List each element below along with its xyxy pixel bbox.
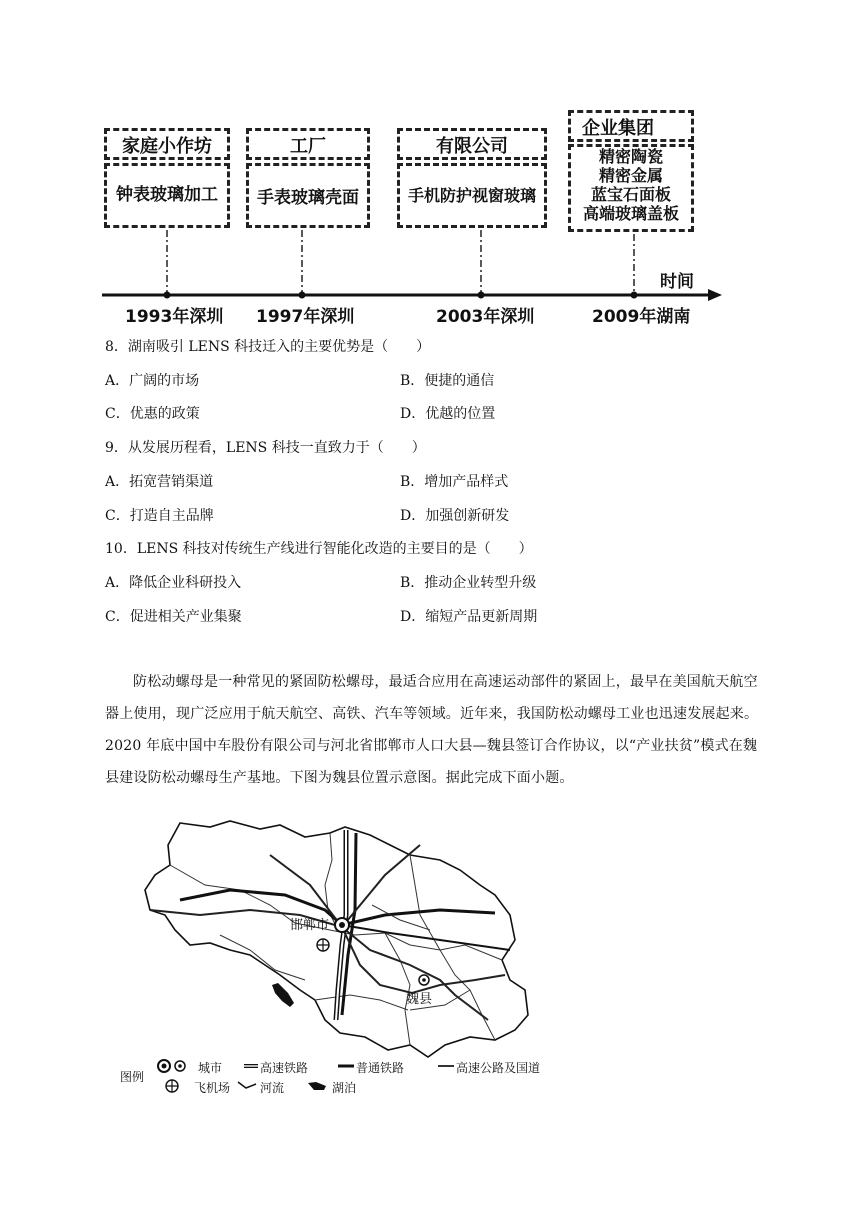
option-b: B．推动企业转型升级	[400, 575, 537, 591]
stage-2-title: 工厂	[290, 136, 326, 157]
question-stem: 9．从发展历程看，LENS 科技一直致力于（ ）	[105, 440, 426, 456]
legend-river-label: 河流	[260, 1081, 285, 1095]
timeline-axis-label: 时间	[660, 272, 694, 292]
map-legend	[120, 1058, 560, 1098]
stage-4-item: 精密金属	[598, 166, 663, 185]
legend-hsr-label: 高速铁路	[260, 1061, 309, 1075]
option-d: D．缩短产品更新周期	[400, 609, 538, 625]
region-outline	[145, 821, 528, 1057]
time-label-3: 2003年深圳	[436, 307, 535, 327]
legend-city-label: 城市	[198, 1061, 223, 1075]
timeline-axis	[0, 0, 860, 330]
legend-title: 图例	[120, 1070, 145, 1084]
legend-rail-label: 普通铁路	[356, 1061, 405, 1075]
option-a: A．拓宽营销渠道	[105, 474, 214, 490]
question-stem: 10．LENS 科技对传统生产线进行智能化改造的主要目的是（ ）	[105, 541, 533, 557]
option-b: B．增加产品样式	[400, 474, 509, 490]
option-a: A．降低企业科研投入	[105, 575, 242, 591]
option-a: A．广阔的市场	[105, 373, 200, 389]
passage-paragraph: 防松动螺母是一种常见的紧固防松螺母，最适合应用在高速运动部件的紧固上，最早在美国航天航空器上使用，现广泛应用于航天航空、高铁、汽车等领域。近年来，我国防松动螺母工业也迅速发展起来。2020 年底中国中车股份有限公司与河北省邯郸市人口大县—魏县签订合作协议，以“产业扶贫”模式在魏县建设防松动螺母生产基地。下图为魏县位置示意图。据此完成下面小题。	[105, 674, 759, 786]
stage-4-title: 企业集团	[582, 118, 654, 139]
stage-2-body: 手表玻璃壳面	[257, 188, 359, 208]
option-d: D．优越的位置	[400, 406, 496, 422]
stage-4-item: 精密陶瓷	[598, 147, 663, 166]
lake-icon	[272, 983, 294, 1007]
legend-lake-label: 湖泊	[332, 1081, 357, 1095]
legend-highway-label: 高速公路及国道	[456, 1061, 541, 1075]
stage-1-title: 家庭小作坊	[122, 136, 212, 157]
option-b: B．便捷的通信	[400, 373, 495, 389]
option-c: C．优惠的政策	[105, 406, 200, 422]
time-label-4: 2009年湖南	[592, 307, 691, 327]
legend-river-icon	[238, 1082, 256, 1088]
option-c: C．促进相关产业集聚	[105, 609, 242, 625]
time-label-1: 1993年深圳	[125, 307, 224, 327]
question-stem: 8．湖南吸引 LENS 科技迁入的主要优势是（ ）	[105, 339, 431, 355]
stage-3-title: 有限公司	[436, 136, 508, 157]
stage-4-item: 高端玻璃盖板	[582, 204, 679, 223]
stage-3-body: 手机防护视窗玻璃	[407, 186, 536, 205]
time-label-2: 1997年深圳	[256, 307, 355, 327]
handan-label: 邯郸市	[290, 918, 330, 933]
weixian-label: 魏县	[406, 992, 433, 1007]
stage-4-item: 蓝宝石面板	[590, 185, 671, 204]
legend-airport-label: 飞机场	[194, 1081, 231, 1095]
stage-1-body: 钟表玻璃加工	[116, 185, 218, 205]
legend-lake-icon	[308, 1082, 326, 1090]
option-c: C．打造自主品牌	[105, 508, 214, 524]
option-d: D．加强创新研发	[400, 508, 510, 524]
